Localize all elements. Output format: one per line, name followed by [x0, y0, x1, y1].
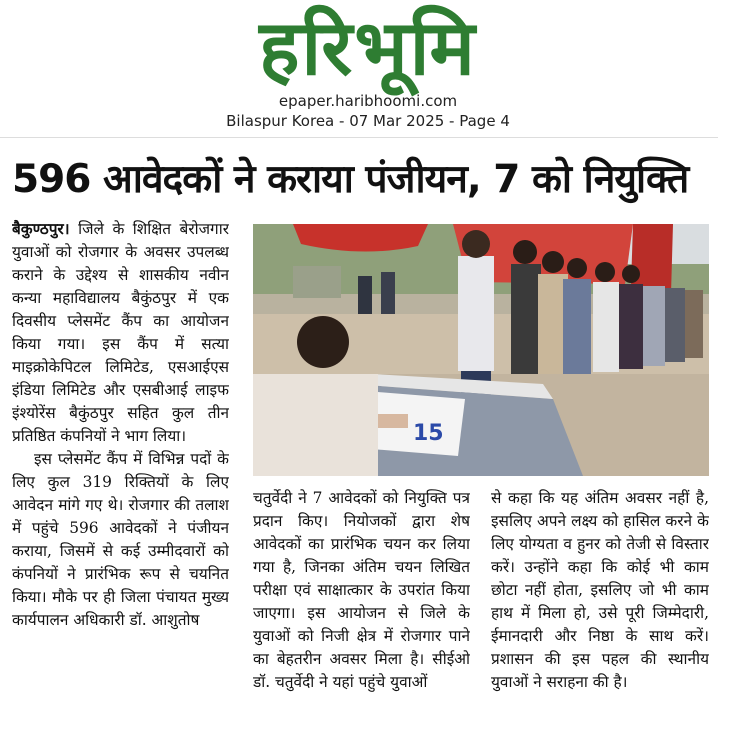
paragraph-2: इस प्लेसमेंट कैंप में विभिन्न पदों के लिए कुल 319 रिक्तियों के लिए आवेदन मांगे गए थे। रोजगार की तलाश में पहुंचे 596 आवेदकों ने पंजीयन कराया, जिसमें से कई उम्मीदवारों को कंपनियों ने प्रारंभिक रूप से चयनित किया। मौके पर ही जिला पंचायत मुख्य कार्यपालन अधिकारी डॉ. आशुतोष: [12, 450, 229, 629]
news-photo: [253, 224, 709, 476]
masthead-divider: [0, 137, 718, 138]
adjacent-article-edge: [722, 290, 736, 720]
photo-illustration: [253, 224, 709, 476]
paragraph-1: [12, 218, 229, 448]
column-3-text: से कहा कि यह अंतिम अवसर नहीं है, इसलिए अपने लक्ष्य को हासिल करने के लिए योग्यता व हुनर को तेजी से विस्तार करें। उन्होंने कहा कि कोई भी काम छोटा नहीं होता, इसलिए जो भी काम हाथ में मिला हो, उसे पूरी जिम्मेदारी, ईमानदारी और निष्ठा के साथ करें। प्रशासन की इस पहल की स्थानीय युवाओं ने सराहना की है।: [491, 489, 709, 691]
column-2-text: चतुर्वेदी ने 7 आवेदकों को नियुक्ति पत्र प्रदान किए। नियोजकों द्वारा शेष आवेदकों का प्रारंभिक चयन कर लिया गया है, जिनका अंतिम चयन लिखित परीक्षा एवं साक्षात्कार के उपरांत किया जाएगा। इस आयोजन से जिले के युवाओं को निजी क्षेत्र में रोजगार पाने का बेहतरीन अवसर मिला है। सीईओ डॉ. चतुर्वेदी ने यहां पहुंचे युवाओं: [253, 489, 470, 691]
epaper-url[interactable]: epaper.haribhoomi.com: [278, 92, 458, 110]
dateline: बैकुण्ठपुर।: [12, 220, 70, 238]
paragraph-1-body: जिले के शिक्षित बेरोजगार युवाओं को रोजगार के अवसर उपलब्ध कराने के उद्देश्य से शासकीय नवीन कन्या महाविद्यालय बैकुंठपुर में एक दिवसीय प्लेसमेंट कैंप का आयोजन किया गया। इस कैंप में सत्या माइक्रोकेपिटल लिमिटेड, एसआईएस इंडिया लिमिटेड और एसबीआई लाइफ इंश्योरेंस बैकुंठपुर सहित कुल तीन प्रतिष्ठित कंपनियों ने भाग लिया।: [12, 220, 229, 445]
newspaper-logo: हरिभूमि: [259, 3, 477, 92]
article-column-1: [12, 218, 229, 738]
edition-info: Bilaspur Korea - 07 Mar 2025 - Page 4: [226, 112, 510, 130]
article-column-2: [253, 487, 470, 737]
masthead: [0, 0, 736, 135]
article-column-3: [491, 487, 709, 737]
article-headline: 596 आवेदकों ने कराया पंजीयन, 7 को नियुक्ति: [12, 157, 689, 202]
sign-number: 15: [413, 421, 444, 446]
